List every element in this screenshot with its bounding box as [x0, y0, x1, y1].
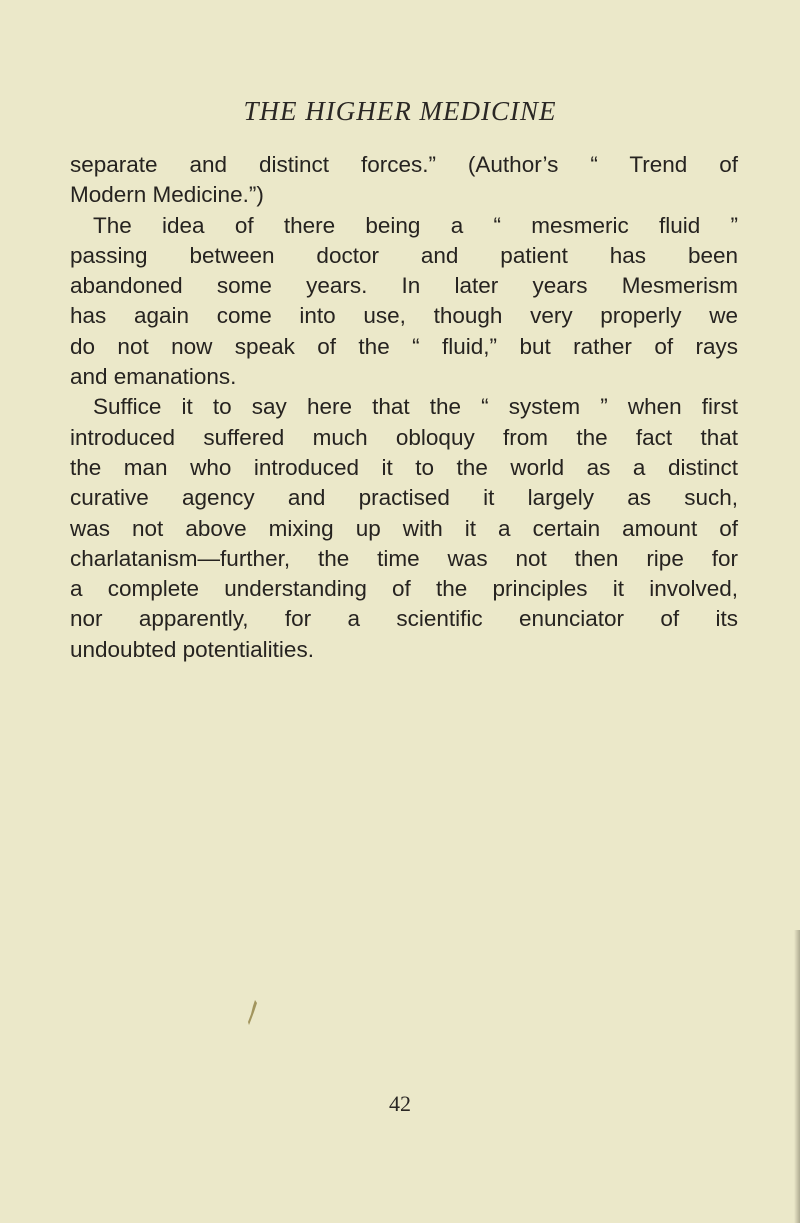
text-line: introduced suffered much obloquy from the fact that — [70, 424, 738, 450]
paper-speck — [248, 1000, 258, 1026]
text-line: the man who introduced it to the world as a distinct — [70, 454, 738, 480]
text-line: Suffice it to say here that the “ system ” when first — [93, 394, 738, 420]
text-line: a complete understanding of the principles it involved, — [70, 576, 738, 602]
text-line: and emanations. — [70, 364, 237, 390]
text-line: has again come into use, though very properly we — [70, 303, 738, 329]
text-line: was not above mixing up with it a certain amount of — [70, 515, 738, 541]
page-number: 42 — [389, 1091, 411, 1116]
text-line: The idea of there being a “ mesmeric fluid ” — [93, 212, 738, 238]
text-line: passing between doctor and patient has been — [70, 242, 738, 268]
text-line: curative agency and practised it largely as such, — [70, 485, 738, 511]
text-line: charlatanism—further, the time was not then ripe for — [70, 545, 738, 571]
text-line: separate and distinct forces.” (Author’s “ Trend of — [70, 152, 738, 177]
body-text — [70, 150, 738, 665]
text-line: abandoned some years. In later years Mesmerism — [70, 273, 738, 299]
text-line: do not now speak of the “ fluid,” but rather of rays — [70, 333, 738, 359]
text-line: Modern Medicine.”) — [70, 182, 264, 208]
text-line: nor apparently, for a scientific enunciator of its — [70, 606, 738, 632]
running-head: THE HIGHER MEDICINE — [243, 96, 557, 126]
text-line: undoubted potentialities. — [70, 636, 314, 662]
page-edge-shadow — [794, 930, 800, 1223]
